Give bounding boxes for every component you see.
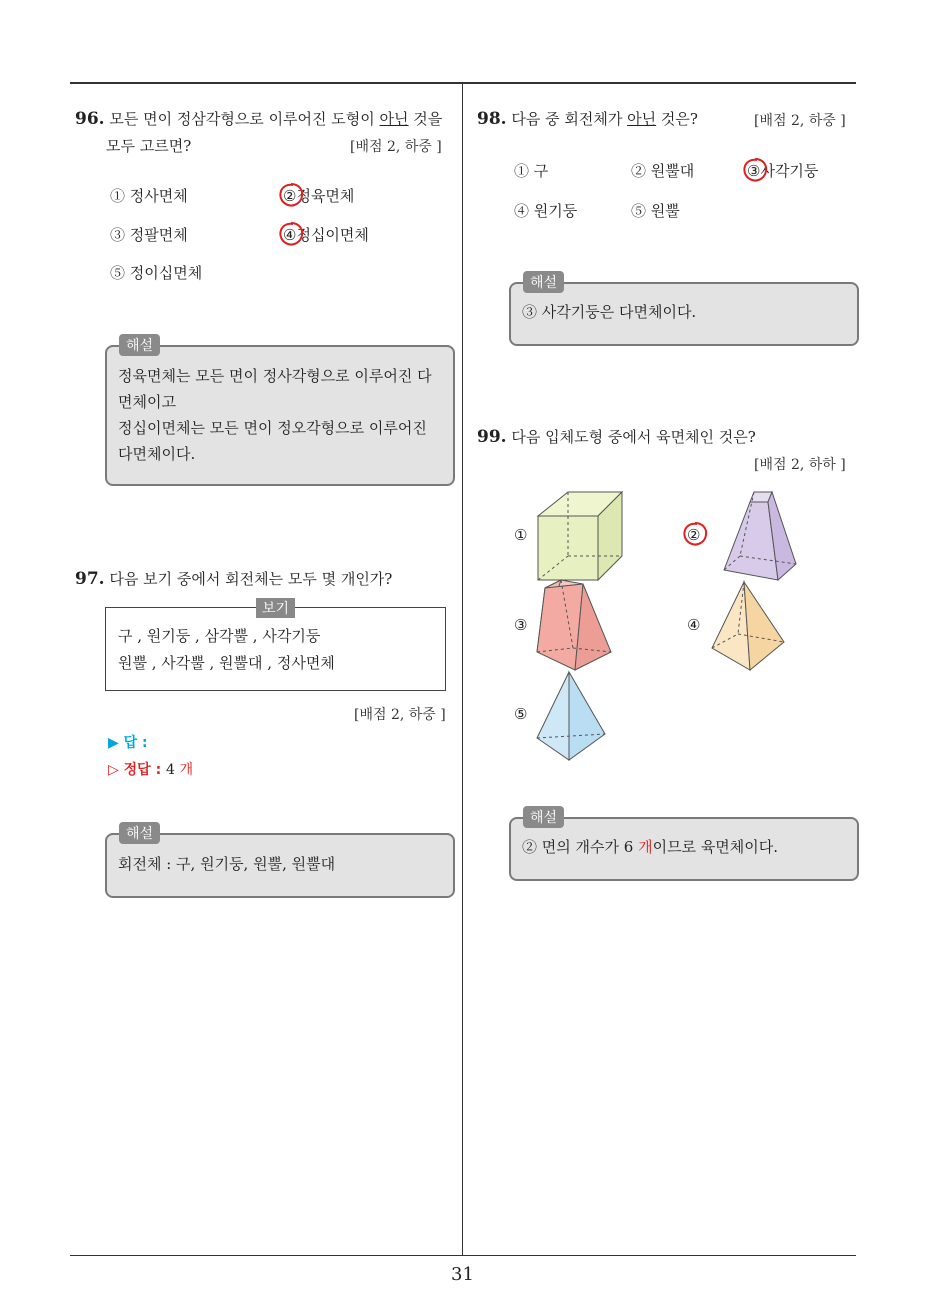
q98-explanation-tag: 해설 [523, 271, 564, 293]
q98-score: [배점 2, 하중 ] [754, 113, 846, 129]
triangular-prism-figure [530, 488, 630, 584]
q96-option-4[interactable] [283, 224, 369, 245]
q97-text: 다음 보기 중에서 회전체는 모두 몇 개인가? [109, 570, 393, 588]
q96-option-4-marker: ④ [283, 226, 296, 244]
q96-text-pre: 모든 면이 정삼각형으로 이루어진 도형이 [109, 110, 380, 128]
q99-explanation-highlight: 개 [638, 838, 653, 856]
q97-correct-answer [108, 759, 193, 779]
q99-score: [배점 2, 하하 ] [754, 457, 846, 473]
q96-option-1[interactable]: ① 정사면체 [110, 187, 188, 205]
page-number: 31 [451, 1264, 474, 1285]
q96-option-2-marker: ② [283, 187, 296, 205]
q99-label-2[interactable] [687, 526, 700, 544]
q97-answer-label: ▶ 답 : [108, 735, 148, 751]
q99-stem [477, 426, 756, 447]
q96-stem [75, 108, 442, 129]
q97-correct-unit: 개 [179, 762, 194, 778]
red-circle-mark-icon [277, 220, 305, 248]
q98-option-3[interactable] [747, 160, 818, 181]
q98-option-3-label: 사각기둥 [760, 162, 819, 180]
q96-stem-line2: 모두 고르면? [106, 137, 192, 155]
q98-explanation-text: ③ 사각기둥은 다면체이다. [522, 303, 697, 321]
q98-number: 98. [477, 109, 507, 129]
q97-number: 97. [75, 569, 105, 589]
q96-option-3[interactable]: ③ 정팔면체 [110, 226, 188, 244]
triangular-frustum-figure [533, 578, 615, 674]
q97-correct-label: ▷ 정답 : [108, 762, 162, 778]
red-circle-mark-icon [741, 156, 769, 184]
q96-text-underlined: 아닌 [379, 110, 409, 128]
q96-option-2[interactable] [283, 185, 354, 206]
q96-explanation-text: 정육면체는 모든 면이 정사각형으로 이루어진 다 면체이고 정십이면체는 모든 면이 정오각형으로 이루어진 다면체이다. [118, 367, 432, 463]
q99-label-5[interactable]: ⑤ [514, 705, 528, 723]
triangular-pyramid-figure [533, 668, 609, 764]
q98-text-post: 것은? [656, 110, 698, 128]
square-pyramid-figure [708, 578, 788, 674]
q98-text-underlined: 아닌 [627, 110, 657, 128]
q98-option-3-marker: ③ [747, 162, 760, 180]
q96-number: 96. [75, 109, 105, 129]
q97-explanation-text: 회전체 : 구, 원기둥, 원뿔, 원뿔대 [118, 855, 336, 873]
q99-number: 99. [477, 427, 507, 447]
q98-option-5[interactable]: ⑤ 원뿔 [631, 202, 680, 220]
bottom-rule [70, 1255, 856, 1256]
q96-option-4-label: 정십이면체 [296, 226, 369, 244]
q99-explanation-text: ② 면의 개수가 6 개이므로 육면체이다. [522, 838, 779, 856]
red-circle-mark-icon [277, 181, 305, 209]
q97-bogi-box [105, 607, 446, 691]
q99-explanation-tag: 해설 [523, 806, 564, 828]
q98-option-4[interactable]: ④ 원기둥 [514, 202, 578, 220]
q97-bogi-line1: 구 , 원기둥 , 삼각뿔 , 사각기둥 [118, 627, 321, 645]
q99-label-3[interactable]: ③ [514, 616, 528, 634]
q96-explanation-tag: 해설 [119, 334, 160, 356]
q96-score: [배점 2, 하중 ] [350, 139, 442, 155]
q97-stem [75, 568, 392, 589]
q97-correct-number: 4 [165, 762, 175, 778]
q98-option-2[interactable]: ② 원뿔대 [631, 162, 695, 180]
q99-text: 다음 입체도형 중에서 육면체인 것은? [511, 428, 756, 446]
q97-explanation-tag: 해설 [119, 822, 160, 844]
top-rule [70, 82, 856, 84]
q98-stem [477, 108, 698, 129]
q99-label-2-marker: ② [687, 526, 700, 544]
q99-label-4[interactable]: ④ [687, 616, 701, 634]
q96-option-5[interactable]: ⑤ 정이십면체 [110, 264, 203, 282]
center-divider [462, 82, 463, 1256]
q97-score: [배점 2, 하중 ] [354, 707, 446, 723]
q96-option-2-label: 정육면체 [296, 187, 355, 205]
q97-bogi-tag: 보기 [256, 598, 295, 618]
q96-text-post: 것을 [408, 110, 443, 128]
q98-option-1[interactable]: ① 구 [514, 162, 549, 180]
q98-text-pre: 다음 중 회전체가 [511, 110, 628, 128]
q99-label-1[interactable]: ① [514, 526, 528, 544]
q97-bogi-line2: 원뿔 , 사각뿔 , 원뿔대 , 정사면체 [118, 654, 335, 672]
square-frustum-figure [718, 488, 802, 584]
red-circle-mark-icon [681, 520, 709, 548]
